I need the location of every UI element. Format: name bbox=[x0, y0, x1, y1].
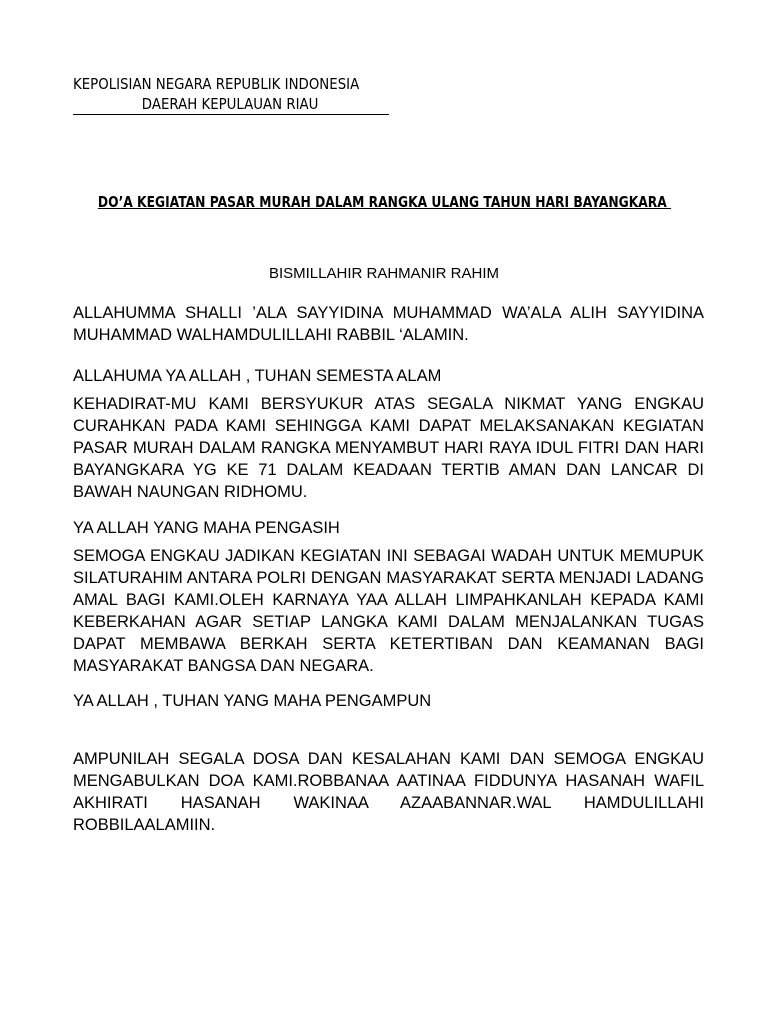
heading-maha-pengasih: YA ALLAH YANG MAHA PENGASIH bbox=[73, 519, 340, 537]
letterhead-underline bbox=[73, 114, 389, 115]
paragraph-ampunilah: AMPUNILAH SEGALA DOSA DAN KESALAHAN KAMI DAN SEMOGA ENGKAU MENGABULKAN DOA KAMI.ROBBANAA AATINAA FIDDUNYA HASANAH WAFIL AKHIRATI HASANAH WAKINAA AZAABANNAR.WAL HAMDULILLAHI ROBBILAALAMIIN. bbox=[73, 750, 704, 834]
heading-tuhan-semesta-alam: ALLAHUMA YA ALLAH , TUHAN SEMESTA ALAM bbox=[73, 367, 442, 385]
document-title-text: DO’A KEGIATAN PASAR MURAH DALAM RANGKA ULANG TAHUN HARI BAYANGKARA bbox=[97, 193, 671, 211]
basmalah: BISMILLAHIR RAHMANIR RAHIM bbox=[268, 265, 500, 282]
paragraph-shalawat: ALLAHUMMA SHALLI ’ALA SAYYIDINA MUHAMMAD WA’ALA ALIH SAYYIDINA MUHAMMAD WALHAMDULILLAHI RABBIL ‘ALAMIN. bbox=[73, 304, 704, 344]
letterhead-region: DAERAH KEPULAUAN RIAU bbox=[141, 95, 319, 113]
paragraph-syukur: KEHADIRAT-MU KAMI BERSYUKUR ATAS SEGALA NIKMAT YANG ENGKAU CURAHKAN PADA KAMI SEHINGGA KAMI DAPAT MELAKSANAKAN KEGIATAN PASAR MURAH DALAM RANGKA MENYAMBUT HARI RAYA IDUL FITRI DAN HARI BAYANGKARA YG KE 71 DALAM KEADAAN TERTIB AMAN DAN LANCAR DI BAWAH NAUNGAN RIDHOMU. bbox=[73, 395, 704, 501]
heading-maha-pengampun: YA ALLAH , TUHAN YANG MAHA PENGAMPUN bbox=[73, 692, 432, 710]
document-title bbox=[0, 192, 768, 212]
letterhead-institution: KEPOLISIAN NEGARA REPUBLIK INDONESIA bbox=[73, 75, 360, 93]
paragraph-semoga: SEMOGA ENGKAU JADIKAN KEGIATAN INI SEBAGAI WADAH UNTUK MEMUPUK SILATURAHIM ANTARA POLRI DENGAN MASYARAKAT SERTA MENJADI LADANG AMAL BAGI KAMI.OLEH KARNAYA YAA ALLAH LIMPAHKANLAH KEPADA KAMI KEBERKAHAN AGAR SETIAP LANGKA KAMI DALAM MENJALANKAN TUGAS DAPAT MEMBAWA BERKAH SERTA KETERTIBAN DAN KEAMANAN BAGI MASYARAKAT BANGSA DAN NEGARA. bbox=[73, 547, 704, 675]
letterhead bbox=[73, 74, 360, 114]
